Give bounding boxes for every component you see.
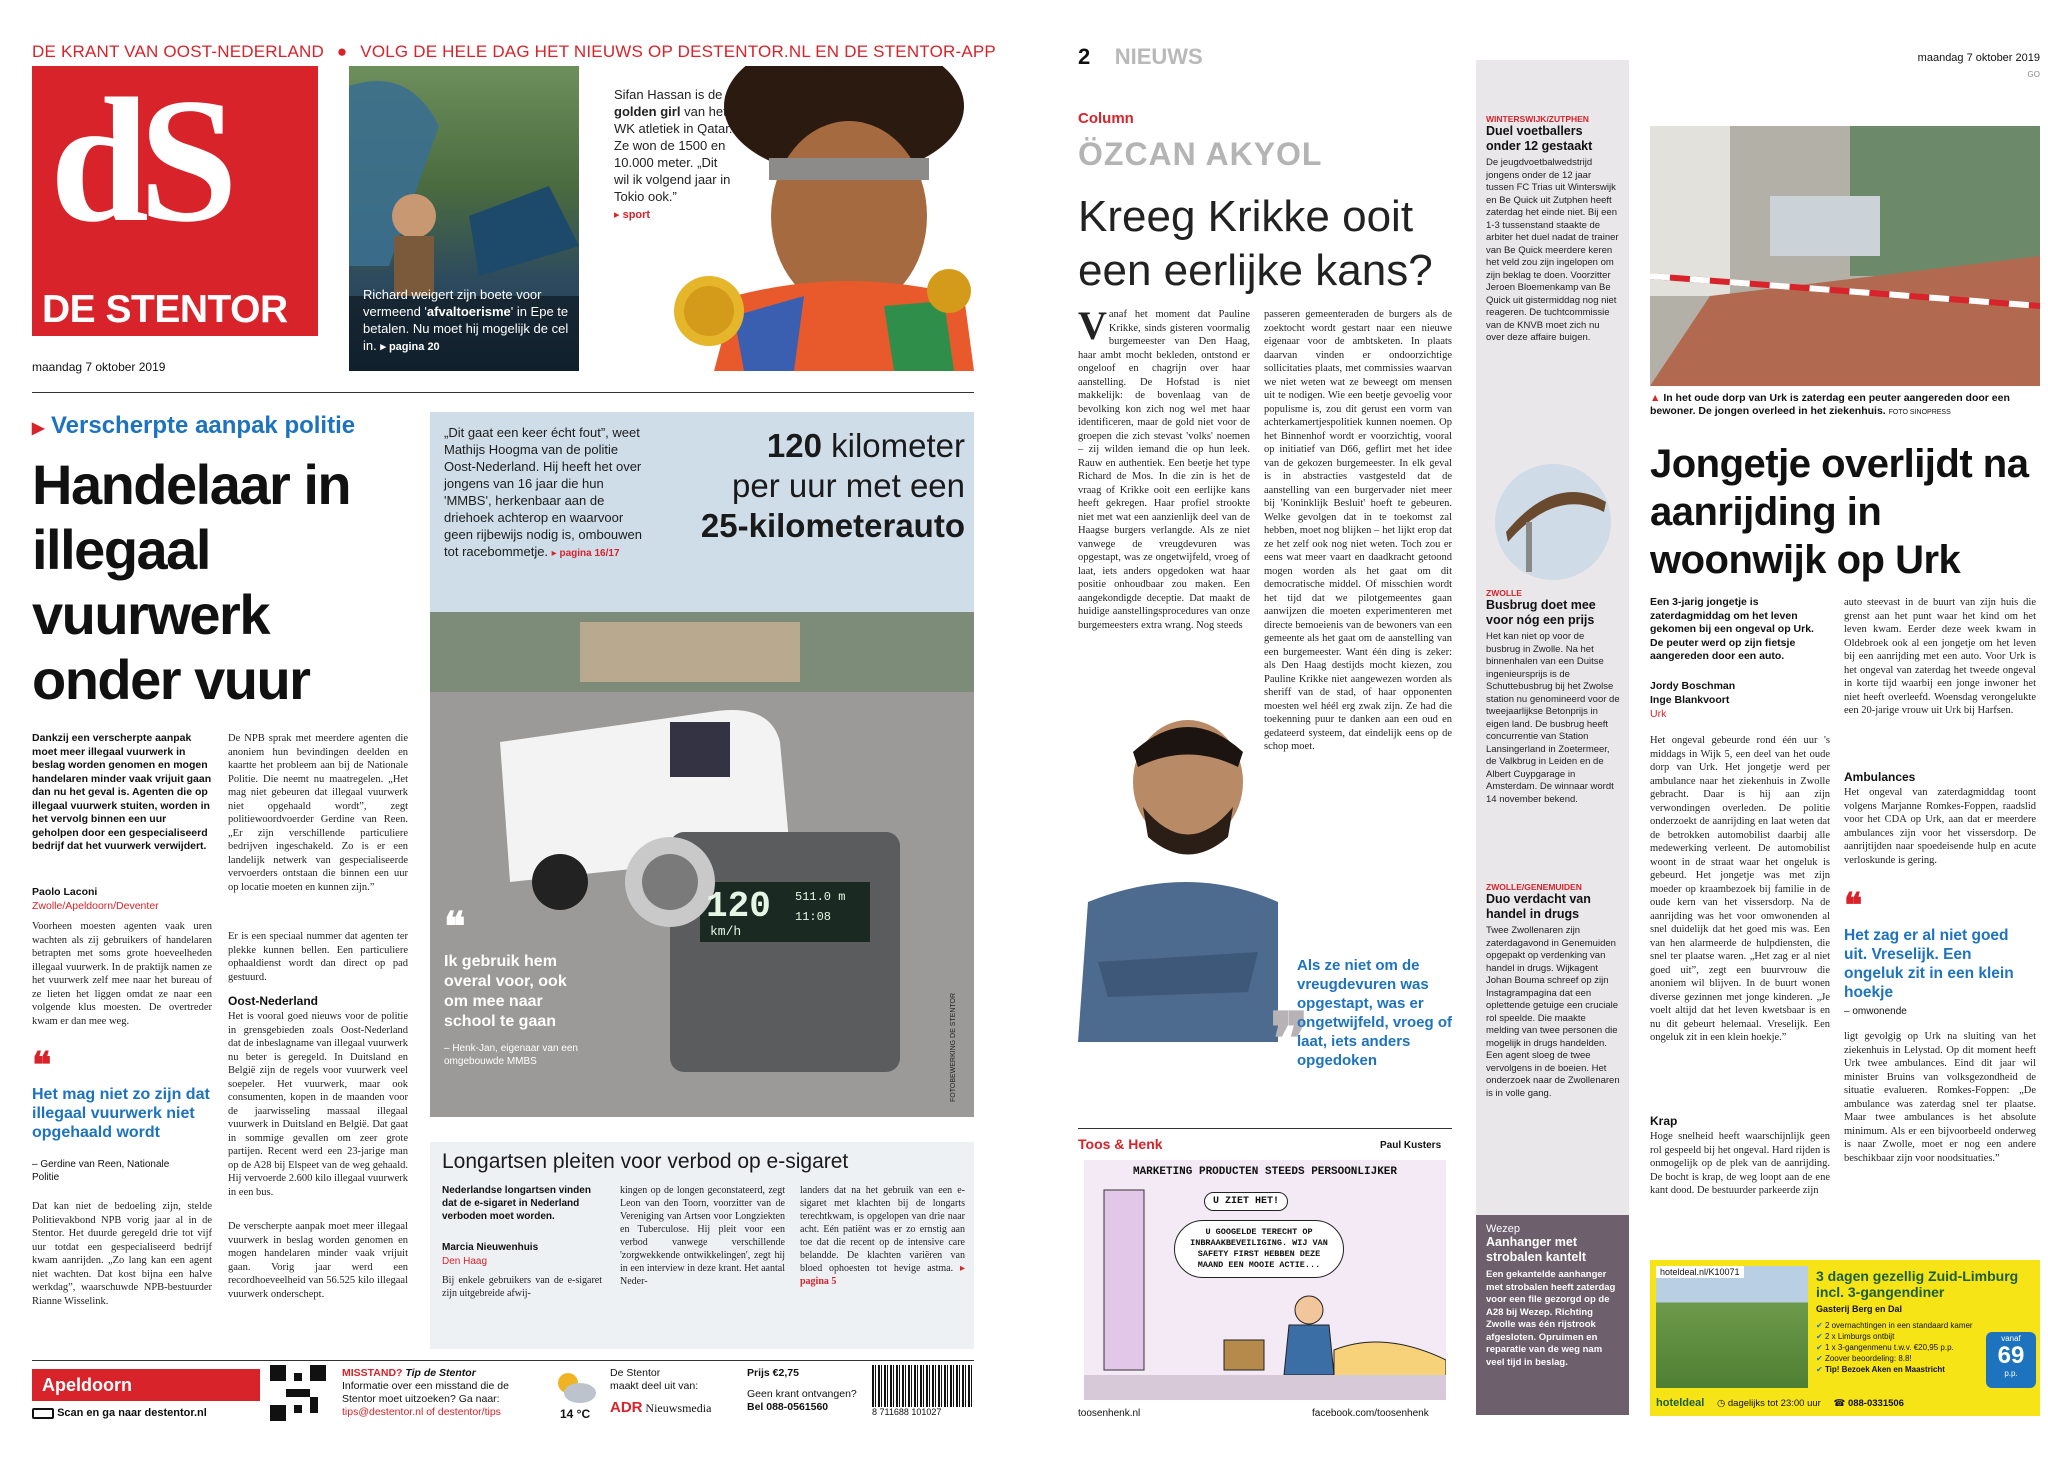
ecig-box[interactable] bbox=[430, 1142, 974, 1349]
comic-bubble-1: U ZIET HET! bbox=[1204, 1192, 1288, 1211]
barcode-number: 8 711688 101027 bbox=[872, 1407, 942, 1417]
comic-artist: Paul Kusters bbox=[1380, 1140, 1442, 1151]
urk-sub2: Ambulances bbox=[1844, 770, 1916, 784]
column-col1: Vanaf het moment dat Pauline Krikke, sinds gisteren voormalig burgemeester van Den Haag, haar ambt mocht bekleden, ontstond er ongeloof en chagrijn over haar aanstelling. De Hofstad is niet makkelijk: de bovenlaag van de bevolking kon zich nog wel met haar identificeren, maar de gold niet voor de groepen die zich stevast 'volks' noemen – zij wilden iemand die op hun leek. Rauw en authentiek. Een beetje het type Richard de Mos. In die zin is het de vraag of Krikke ooit een eerlijke kans heeft gekregen. Haar profiel strookte niet met wat een aanzienlijk deel van de Haagse burgers verlangde. Als ze niet vanwege de vreugdevuren was opgestapt, was ze ongetwijfeld, vroeg of laat, iets anders opgedoken wat haar positie onhoudbaar zou maken. Een aangekondigde deceptie. Dat maakt de huidige aanstellingsprocedures van onze burgemeesters extra wrang. Nog steeds bbox=[1078, 303, 1250, 631]
urk-location: Urk bbox=[1650, 708, 1667, 720]
masthead-logo[interactable] bbox=[32, 61, 318, 336]
urk-quote-mark: ❝ bbox=[1844, 887, 1863, 925]
lead-headline[interactable]: Handelaar in illegaal vuurwerk onder vuur bbox=[32, 453, 351, 711]
ecig-author: Marcia Nieuwenhuis bbox=[442, 1242, 539, 1253]
divider-comic bbox=[1078, 1128, 1452, 1129]
lead-quote-mark: ❝ bbox=[32, 1044, 52, 1085]
lead-col2-p1: De NPB sprak met meerdere agenten die anoniem hun bevindingen deelden en kaartte het probleem aan bij de Nationale Politie. Die neemt nu maatregelen. „Het mag niet gebeuren dat illegaal vuurwerk niet opgehaald wordt”, zegt politiewoordvoerder Gerdine van Reen. „Er zijn verschillende particuliere bedrijven ingeschakeld. Zo is er een landelijk netwerk van gespecialiseerde vervoerders ontstaan die binnen een uur op locatie moeten en kunnen zijn.” bbox=[228, 733, 408, 893]
lead-location: Zwolle/Apeldoorn/Deventer bbox=[32, 900, 159, 912]
urk-author-1: Jordy Boschman bbox=[1650, 680, 1736, 692]
ecig-intro: Nederlandse longartsen vinden dat de e-sigaret in Nederland verboden moet worden. bbox=[442, 1185, 591, 1222]
comic-title: Toos & Henk bbox=[1078, 1136, 1163, 1152]
pullquote-mark: ❞ bbox=[1270, 1000, 1309, 1080]
column-label: Column bbox=[1078, 110, 1134, 127]
ad-footer: hoteldeal ◷ dagelijks tot 23:00 uur ☎ 088-0331506 bbox=[1656, 1397, 1904, 1409]
ecig-headline[interactable]: Longartsen pleiten voor verbod op e-sigaret bbox=[442, 1150, 849, 1173]
feature-photo-quote: Ik gebruik hem overal voor, ook om mee naar school te gaan bbox=[444, 953, 567, 1030]
feature-box[interactable] bbox=[430, 412, 974, 1117]
lead-author: Paolo Laconi bbox=[32, 886, 98, 898]
sidebar-item-2[interactable]: ZWOLLE Busbrug doet mee voor nóg een prijs Het kan niet op voor de busbrug in Zwolle. Na het binnenhalen van een Duitse ingenieursprijs is de Schuttebusbrug bij het Zwolse station nu genomineerd voor de tweejaarlijkse Betonprijs in eigen land. De busbrug heeft concurrentie van Station Lansingerland in Zoetermeer, de Valkbrug in Leiden en de Albert Cuypgarage in Amsterdam. De winnaar wordt 14 november bekend. bbox=[1486, 588, 1620, 805]
price-block: Prijs €2,75 Geen krant ontvangen? Bel 088-0561560 bbox=[747, 1367, 857, 1413]
lead-kicker: ▶ Verscherpte aanpak politie bbox=[32, 412, 356, 439]
column-col2: passeren gemeenteraden de burgers als de zoektocht wordt gestart naar een nieuwe eigenaar voor de ambtsketen. In plaats daarvan vinden er ondoorzichtige sollicitaties plaats, met commissies waarvan we niet weten wat ze beweegt om mensen uit te nodigen. Wie een beetje gevoelig voor populisme is, zou dit gerust een vorm van achterkamertjespolitiek kunnen noemen. Op het Binnenhof wordt er voorzichtig, vooral op initiatief van D66, geflirt met het idee van de gekozen burgemeester. In elk geval is in abstracties vastgesteld dat de aanstelling van een burgervader niet meer bij 'Koninklijk Besluit' hoeft te gebeuren. Welke gevolgen dat in te toekomst zal hebben, moet nog blijken – het lijkt erop dat ze het zelf ook nog niet weten. Toch zou er eens wat meer vaart en daadkracht getoond mogen worden als het gaat om dit democratische middel. Of misschien wordt het tijd dat we pilotgemeentes gaan aanwijzen die moeten experimenteren met directe bemoeienis van de bewoners van een gemeente als het gaat om de aanstelling van een burgemeester. Want één ding is zeker: als Den Haag destijds mocht kiezen, zou Pauline Krikke niet aangewezen worden als sheriff van de stad, of haar opponenten moesten wel héél erg zwak zijn. Ze had die toekenning puur te danken aan een oud en gedateerd systeem, dat eindelijk eens op de schop moet. bbox=[1264, 309, 1452, 752]
lead-col1-p1: Voorheen moesten agenten vaak uren wachten als zij gebruikers of handelaren betrapten met soms grote hoeveelheden illegaal vuurwerk. In de praktijk namen ze het vuurwerk zelf mee naar het bureau of ze lieten het liggen omdat ze naar een volgende klus moesten. De overtreder kwam er dan mee weg. bbox=[32, 921, 212, 1027]
teaser-left-text: Richard weigert zijn boete voor vermeend 'afvaltoerisme' in Epe te betalen. Nu moet hij mogelijk de cel in. ▸ pagina 20 bbox=[363, 287, 569, 353]
urk-intro: Een 3-jarig jongetje is zaterdagmiddag om het leven gekomen bij een ongeval op Urk. De peuter werd op zijn fietsje aangereden door een auto. bbox=[1650, 596, 1814, 662]
ad-tip: ✔ Tip! Bezoek Aken en Maastricht bbox=[1816, 1365, 1945, 1374]
edition-label: Apeldoorn bbox=[32, 1369, 260, 1401]
ecig-col3: landers dat na het gebruik van een e-sigaret met klachten bij de longarts terechtkwam, is opgelopen van drie naar acht. Eén patiënt was er zo ernstig aan toe dat die recent op de intensive care belandde. De klachten variëren van bloed ophoesten tot hevige astma. ▸ pagina 5 bbox=[800, 1185, 966, 1287]
ad-code: hoteldeal.nl/K10071 bbox=[1656, 1266, 1744, 1278]
front-page bbox=[0, 0, 1000, 1470]
ad-bullet: ✔ 2 overnachtingen in een standaard kamer bbox=[1816, 1321, 1973, 1330]
ad-price-badge: vanaf 69 p.p. bbox=[1986, 1332, 2036, 1388]
urk-headline[interactable]: Jongetje overlijdt na aanrijding in woonwijk op Urk bbox=[1650, 442, 2029, 582]
urk-author-2: Inge Blankvoort bbox=[1650, 694, 1730, 706]
feature-photo-quote-mark: ❝ bbox=[444, 905, 466, 949]
page-date: maandag 7 oktober 2019 bbox=[1917, 52, 2040, 64]
urk-col1: Het ongeval gebeurde rond één uur 's middags in Wijk 5, een deel van het oude dorp van Urk. Het jongetje werd per ambulance naar het ziekenhuis in Zwolle gebracht. Daar is hij aan zijn verwondingen overleden. De politie onderzoekt de aanrijding en laat weten dat de betrokken automobilist daarbij alle medewerking verleent. De automobilist woont in de straat waar het ongeluk is gebeurd. Het jongetje was met zijn moeder op kraambezoek bij familie in de oude kern van het vissersdorp. Na de aanrijding was het voor omwonenden al snel duidelijk dat het goed mis was. Een van hen alarmeerde de hulpdiensten, die snel ter plaatse waren. „Het zag er al niet goed uit”, zegt een buurvrouw die anoniem wil blijven. In de buurt wonen diverse gezinnen met jonge kinderen. „Je voelt altijd dat het leven kwetsbaar is en nu dit gebeurt helemaal. Vreselijk. Een ongeluk zit in een klein hoekje.” bbox=[1650, 735, 1830, 1043]
feature-credit: FOTOBEWERKING DE STENTOR bbox=[950, 992, 957, 1102]
top-tagline bbox=[32, 42, 996, 62]
sidebar-item-3[interactable]: ZWOLLE/GENEMUIDEN Duo verdacht van handel in drugs Twee Zwollenaren zijn zaterdagavond in Genemuiden opgepakt op verdenking van handel in drugs. Wijkagent Johan Bouma schreef op zijn Instagrampagina dat een oplettende getuige een cruciale rol speelde. Die maakte melding van twee personen die mogelijk in drugs handelden. Een agent sloeg de twee vervolgens in de boeien. Het onderzoek naar de Zwollenaren is in volle gang. bbox=[1486, 882, 1620, 1099]
misstand-block: MISSTAND? Tip de Stentor Informatie over een misstand die de Stentor moet uitzoeken? Ga naar: tips@destentor.nl of destentor/tips bbox=[342, 1367, 542, 1419]
lead-quote-source: – Gerdine van Reen, Nationale Politie bbox=[32, 1159, 170, 1183]
comic-strip[interactable] bbox=[1084, 1160, 1446, 1400]
ad-bullet: ✔ Zoover beoordeling: 8.8! bbox=[1816, 1354, 1912, 1363]
column-pullquote: Als ze niet om de vreugdevuren was opgestapt, was er ongetwijfeld, vroeg of laat, iets anders opgedoken bbox=[1297, 957, 1453, 1069]
busbrug-photo bbox=[1486, 462, 1620, 582]
ad-hotel: Gasterij Berg en Dal bbox=[1816, 1304, 1903, 1314]
urk-sub1: Krap bbox=[1650, 1114, 1678, 1128]
tagline: DE KRANT VAN OOST-NEDERLAND bbox=[32, 42, 324, 61]
section-name: NIEUWS bbox=[1114, 44, 1203, 69]
urk-col2b: Het ongeval van zaterdagmiddag toont volgens Marjanne Romkes-Foppen, raadslid voor het CDA op Urk, aan dat er meerdere ambulances zijn voor het vissersdorp. De aanrijtijden naar spoedeisende hulp en acute verloskunde is gering. bbox=[1844, 787, 2036, 866]
teaser-right-ref[interactable]: sport bbox=[622, 209, 651, 221]
adr-block: De Stentor maakt deel uit van: ADR Nieuwsmedia bbox=[610, 1367, 712, 1416]
front-date: maandag 7 oktober 2019 bbox=[32, 360, 166, 374]
logo-name: DE STENTOR bbox=[42, 288, 288, 331]
temperature: 14 °C bbox=[560, 1407, 591, 1421]
ad-title: 3 dagen gezellig Zuid-Limburg incl. 3-gangendiner bbox=[1816, 1268, 2019, 1300]
column-headline[interactable]: Kreeg Krikke ooit een eerlijke kans? bbox=[1078, 192, 1433, 295]
hoteldeal-ad[interactable] bbox=[1650, 1260, 2040, 1416]
ad-photo bbox=[1656, 1266, 1808, 1388]
kicker-marker: ▶ bbox=[32, 420, 45, 437]
teaser-photo-right[interactable] bbox=[604, 66, 974, 371]
qr-code[interactable] bbox=[270, 1365, 326, 1421]
urk-quote: Het zag er al niet goed uit. Vreselijk. Een ongeluk zit in een klein hoekje bbox=[1844, 927, 2014, 1001]
lead-col2-p2: Er is een speciaal nummer dat agenten ter plekke kunnen bellen. Een particuliere ophaaldienst wordt dan direct op pad gestuurd. bbox=[228, 931, 408, 983]
news-page bbox=[1050, 0, 2048, 1470]
columnist-photo bbox=[1078, 712, 1278, 1042]
sidebar-item-1[interactable]: WINTERSWIJK/ZUTPHEN Duel voetballers onder 12 gestaakt De jeugdvoetbalwedstrijd jongens onder de 12 jaar tussen FC Trias uit Winterswijk en Be Quick uit Zutphen heeft zaterdag het einde niet. Bij een 1-3 tussenstand staakte de arbiter het duel nadat de trainer van Be Quick meerdere keren het veld zou zijn ingelopen om zijn beklag te doen. Voorzitter Jeroen Bloemenkamp van Be Quick uit gistermiddag nog niet reageren. De tuchtcommissie van de KNVB moet zich nu over deze affaire buigen. bbox=[1486, 114, 1619, 343]
adr-logo: ADR bbox=[610, 1399, 643, 1416]
tips-link[interactable]: tips@destentor.nl of destentor/tips bbox=[342, 1406, 501, 1418]
urk-quote-source: – omwonende bbox=[1844, 1006, 1907, 1017]
urk-col2: auto steevast in de buurt van zijn huis die grenst aan het punt waar het kind om het leven kwam. Eerder deze week kwam in Oldebroek ook al een jongetje om het leven bij een aanrijding met een auto. Voor Urk is het ongeval van zaterdag het tweede ongeval in korte tijd waarbij een jonge inwoner het niet heeft overleefd. Woensdag verongelukte een 20-jarige vrouw uit Urk bij Harfsen. bbox=[1844, 597, 2036, 716]
urk-photo[interactable] bbox=[1650, 126, 2040, 386]
ecig-location: Den Haag bbox=[442, 1256, 488, 1267]
page-number: 2 bbox=[1078, 44, 1091, 69]
ad-bullet: ✔ 2 x Limburgs ontbijt bbox=[1816, 1332, 1895, 1341]
page-code: GO bbox=[2027, 70, 2040, 79]
feature-ref[interactable]: pagina 16/17 bbox=[559, 548, 620, 559]
urk-caption: ▲ In het oude dorp van Urk is zaterdag een peuter aangereden door een bewoner. De jongen overleed in het ziekenhuis. FOTO SINOPRESS bbox=[1650, 392, 2010, 417]
teaser-right-text: Sifan Hassan is de golden girl van het WK atletiek in Qatar. Ze won de 1500 en 10.000 meter. „Dit wil ik volgend jaar in Tokio ook.” ▸ sport bbox=[614, 87, 733, 221]
sidebar-item-4[interactable]: Wezep Aanhanger met strobalen kantelt Een gekantelde aanhanger met strobalen heeft zaterdag voor een file gezorgd op de A28 bij Wezep. Richting Zwolle was één rijstrook afgesloten. Opruimen en reparatie van de weg nam veel tijd in beslag. bbox=[1476, 1215, 1629, 1415]
column-author: ÖZCAN AKYOL bbox=[1078, 136, 1323, 172]
bullet-dot: ● bbox=[336, 42, 348, 61]
lead-subhead: Oost-Nederland bbox=[228, 994, 319, 1008]
lead-col2-p3: Het is vooral goed nieuws voor de politie in grensgebieden zoals Oost-Nederland dat de inbeslagname van illegaal vuurwerk nu beter is geregeld. In Duitsland en België zijn de regels voor vuurwerk veel soepeler. Het vuurwerk, maar ook consumenten, kopen in de maanden voor de jaarwisseling massaal illegaal vuurwerk in Duitsland en België. Dat gaat in sommige gevallen om zeer grote partijen. Recent werd een 23-jarige man op de A28 bij Elspeet van de weg gehaald. Hij vervoerde 2.600 kilo illegaal vuurwerk in een bus. bbox=[228, 1011, 408, 1198]
logo-letters: dS bbox=[50, 61, 228, 259]
comic-caption: MARKETING PRODUCTEN STEEDS PERSOONLIJKER bbox=[1132, 1166, 1398, 1178]
speedometer-display: 120 km/h 511.0 m 11:08 bbox=[706, 886, 846, 939]
app-promo[interactable]: VOLG DE HELE DAG HET NIEUWS OP DESTENTOR.NL EN DE STENTOR-APP bbox=[360, 42, 996, 61]
lead-quote: Het mag niet zo zijn dat illegaal vuurwerk niet opgehaald wordt bbox=[32, 1086, 210, 1141]
urk-col2c: ligt gevolgig op Urk na sluiting van het ziekenhuis in Lelystad. Op dit moment heeft Urk twee ambulances. Eind dit jaar wil minister Bruins van volksgezondheid de situatie evalueren. Romkes-Foppen: „De ambulance was zaterdag snel ter plaatse. Maar twee ambulances is het absolute minimum. Als er een bijvoorbeeld onderweg is naar Zwolle, moet er nog een andere beschikbaar zijn voor noodsituaties.” bbox=[1844, 1031, 2036, 1164]
phone-icon-ad: ☎ bbox=[1833, 1398, 1846, 1409]
feature-quote-top: „Dit gaat een keer écht fout”, weet Mathijs Hoogma van de politie Oost-Nederland. Hij heeft het over jongens van 16 jaar die hun 'MMBS', herkenbaar aan de driehoek achterop en waarvoor geen rijbewijs nodig is, ombouwen tot racebommetje. ▸ pagina 16/17 bbox=[444, 425, 643, 559]
comic-url-left[interactable]: toosenhenk.nl bbox=[1078, 1408, 1141, 1419]
ad-bullets bbox=[1816, 1320, 1986, 1375]
lead-intro: Dankzij een verscherpte aanpak moet meer illegaal vuurwerk in beslag worden genomen en mogen handelaren minder vaak vrijuit gaan dan nu het geval is. Agenten die op illegaal vuurwerk stuiten, worden in het vervolg binnen een uur geholpen door een gespecialiseerd bedrijf dat het vuurwerk verwijdert. bbox=[32, 732, 212, 852]
news-sidebar bbox=[1476, 60, 1629, 1415]
lead-col2-p4: De verscherpte aanpak moet meer illegaal vuurwerk in beslag worden genomen en mogen handelaren minder vaak vrijuit gaan. Vorig jaar werd een recordhoeveelheid van 56.525 kilo illegaal vuurwerk onderschept. bbox=[228, 1221, 408, 1300]
front-footer bbox=[32, 1360, 974, 1420]
weather-icon bbox=[552, 1369, 598, 1405]
teaser-left-ref[interactable]: pagina 20 bbox=[388, 341, 440, 353]
scan-text[interactable]: Scan en ga naar destentor.nl bbox=[32, 1407, 207, 1419]
ecig-ref[interactable]: pagina 5 bbox=[800, 1276, 837, 1287]
hoteldeal-logo: hoteldeal bbox=[1656, 1397, 1705, 1409]
ecig-col1: Bij enkele gebruikers van de e-sigaret zijn uitgebreide afwij- bbox=[442, 1275, 602, 1299]
ad-bullet: ✔ 1 x 3-gangenmenu t.w.v. €20,95 p.p. bbox=[1816, 1343, 1954, 1352]
comic-bubble-2: U GOOGELDE TERECHT OP INBRAAKBEVEILIGING. WIJ VAN SAFETY FIRST HEBBEN DEZE MAAND EEN MOOIE ACTIE... bbox=[1174, 1220, 1344, 1278]
dropcap: V bbox=[1078, 303, 1107, 348]
barcode bbox=[872, 1365, 972, 1407]
urk-col1b: Hoge snelheid heeft waarschijnlijk geen rol gespeeld bij het ongeval. Hard rijden is onmogelijk op de plek van de aanrijding. De bocht is krap, de weg loopt aan de ene kant dood. De bestuurder parkeerde zijn bbox=[1650, 1131, 1830, 1196]
lead-col1-p2: Dat kan niet de bedoeling zijn, stelde Politievakbond NPB vorig jaar al in de Stentor. Het duurde geregeld drie tot vijf uur totdat een gespecialiseerd bedrijf kwam aanrijden. „Zo lang kan een agent niet wachten. Dat kost bijna een halve werkdag”, waarschuwde NPB-bestuurder Rianne Wisselink. bbox=[32, 1201, 212, 1307]
divider-line bbox=[32, 392, 974, 393]
teaser-photo-left[interactable] bbox=[349, 66, 579, 371]
ad-phone[interactable]: 088-0331506 bbox=[1847, 1398, 1904, 1409]
ecig-col2: kingen op de longen geconstateerd, zegt Leon van den Toorn, voorzitter van de Vereniging van Artsen voor Longziekten en Tuberculose. Hij pleit voor een verbod vanwege verschillende 'zorgwekkende ontwikkelingen', zegt hij in een interview in deze krant. Het aantal Neder- bbox=[620, 1185, 785, 1287]
clock-icon: ◷ bbox=[1716, 1398, 1726, 1409]
phone-icon bbox=[32, 1408, 54, 1419]
feature-headline[interactable]: 120 kilometer per uur met een 25-kilometerauto bbox=[700, 427, 965, 544]
feature-photo-source: – Henk-Jan, eigenaar van een omgebouwde MMBS bbox=[444, 1043, 578, 1067]
comic-url-right[interactable]: facebook.com/toosenhenk bbox=[1312, 1408, 1429, 1419]
